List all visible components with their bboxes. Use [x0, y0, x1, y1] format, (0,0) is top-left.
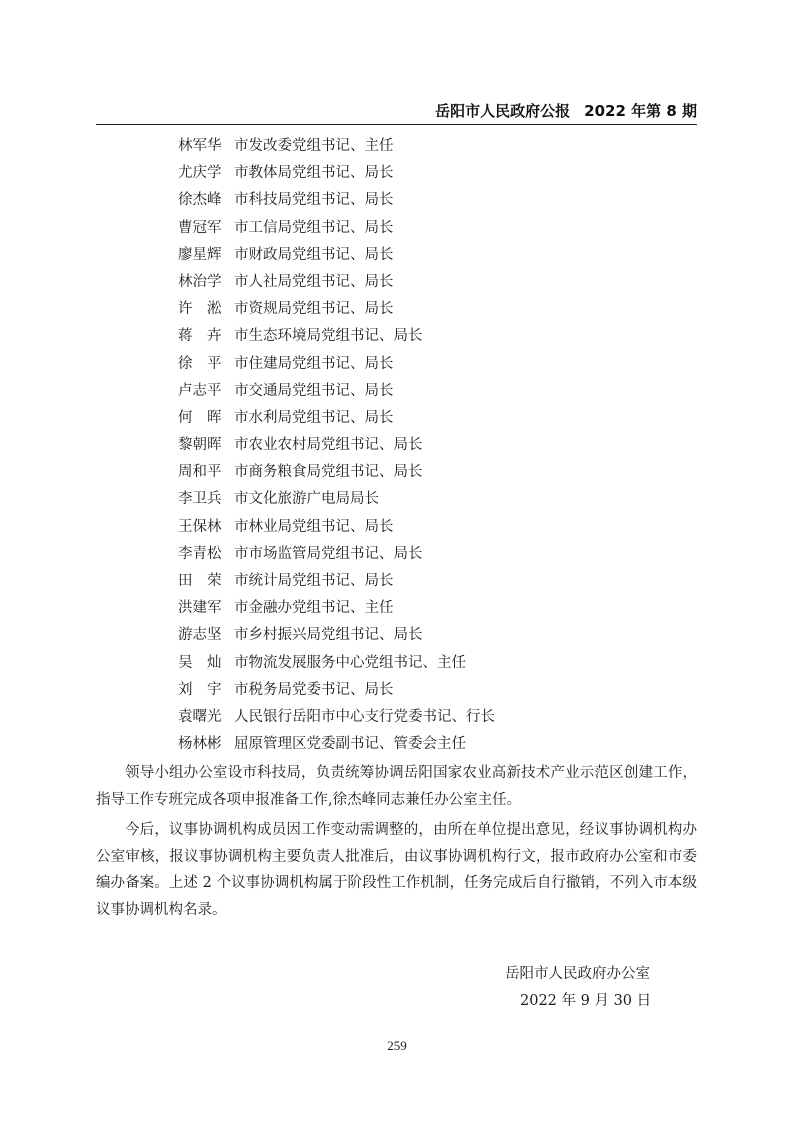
header-divider	[96, 124, 697, 125]
member-row	[178, 595, 698, 622]
member-role: 市科技局党组书记、局长	[234, 192, 394, 209]
member-name: 徐 平	[178, 355, 222, 372]
member-name: 林军华	[178, 138, 222, 154]
member-row	[178, 323, 698, 350]
member-name: 许 淞	[178, 301, 222, 318]
member-row	[178, 187, 698, 214]
member-role: 市住建局党组书记、局长	[234, 355, 394, 372]
member-name: 林治学	[178, 273, 222, 290]
member-row	[178, 378, 698, 405]
member-row	[178, 541, 698, 568]
member-name: 王保林	[178, 518, 222, 535]
member-role: 市文化旅游广电局局长	[234, 491, 379, 508]
member-name: 吴 灿	[178, 654, 222, 671]
member-name: 杨林彬	[178, 736, 222, 753]
member-role: 市金融办党组书记、主任	[234, 600, 394, 617]
member-name: 何 晖	[178, 409, 222, 426]
member-role: 市乡村振兴局党组书记、局长	[234, 627, 423, 644]
issue-number: 2022 年第 8 期	[584, 102, 697, 120]
member-row	[178, 568, 698, 595]
member-role: 人民银行岳阳市中心支行党委书记、行长	[234, 708, 495, 725]
member-row	[178, 731, 698, 758]
member-row	[178, 351, 698, 378]
member-name: 周和平	[178, 464, 222, 481]
member-name: 洪建军	[178, 600, 222, 617]
adjustment-paragraph: 今后，议事协调机构成员因工作变动需调整的，由所在单位提出意见，经议事协调机构办公室审核，报议事协调机构主要负责人批准后，由议事协调机构行文，报市政府办公室和市委编办备案。上述 2 个议事协调机构属于阶段性工作机制，任务完成后自行撤销，不列入市本级议事协调机构名录。	[96, 822, 697, 918]
member-role: 市发改委党组书记、主任	[234, 138, 394, 154]
page-header	[96, 100, 697, 122]
member-name: 廖星辉	[178, 246, 222, 263]
member-role: 市林业局党组书记、局长	[234, 518, 394, 535]
member-role: 市物流发展服务中心党组书记、主任	[234, 654, 466, 671]
member-row	[178, 514, 698, 541]
member-role: 市税务局党委书记、局长	[234, 681, 394, 698]
member-role: 市水利局党组书记、局长	[234, 409, 394, 426]
member-role: 市人社局党组书记、局长	[234, 273, 394, 290]
member-row	[178, 242, 698, 269]
member-row	[178, 459, 698, 486]
signing-organization: 岳阳市人民政府办公室	[505, 966, 650, 982]
member-name: 李青松	[178, 545, 222, 562]
member-role: 市教体局党组书记、局长	[234, 165, 394, 182]
member-name: 刘 宇	[178, 681, 222, 698]
member-row	[178, 405, 698, 432]
member-name: 卢志平	[178, 382, 222, 399]
member-row	[178, 296, 698, 323]
member-row	[178, 432, 698, 459]
member-name: 徐杰峰	[178, 192, 222, 209]
member-row	[178, 650, 698, 677]
member-role: 屈原管理区党委副书记、管委会主任	[234, 736, 466, 753]
member-row	[178, 486, 698, 513]
member-role: 市市场监管局党组书记、局长	[234, 545, 423, 562]
member-row	[178, 160, 698, 187]
member-row	[178, 677, 698, 704]
member-list	[178, 133, 698, 758]
member-role: 市交通局党组书记、局长	[234, 382, 394, 399]
member-name: 田 荣	[178, 573, 222, 589]
member-row	[178, 622, 698, 649]
member-role: 市农业农村局党组书记、局长	[234, 437, 423, 454]
page-number: 259	[387, 1038, 407, 1053]
member-row	[178, 215, 698, 242]
member-row	[178, 704, 698, 731]
member-name: 曹冠军	[178, 219, 222, 236]
member-name: 游志坚	[178, 627, 222, 644]
member-role: 市工信局党组书记、局长	[234, 219, 394, 236]
member-name: 尤庆学	[178, 165, 222, 182]
office-paragraph: 领导小组办公室设市科技局，负责统筹协调岳阳国家农业高新技术产业示范区创建工作，指导工作专班完成各项申报准备工作,徐杰峰同志兼任办公室主任。	[96, 765, 697, 808]
member-name: 袁曙光	[178, 708, 222, 725]
member-name: 黎朝晖	[178, 437, 222, 454]
member-role: 市统计局党组书记、局长	[234, 573, 394, 589]
member-row	[178, 269, 698, 296]
member-role: 市生态环境局党组书记、局长	[234, 328, 423, 345]
member-name: 蒋 卉	[178, 328, 222, 345]
signing-date: 2022 年 9 月 30 日	[520, 993, 652, 1009]
publication-title: 岳阳市人民政府公报	[435, 102, 571, 120]
member-name: 李卫兵	[178, 491, 222, 508]
member-role: 市财政局党组书记、局长	[234, 246, 394, 263]
member-row	[178, 133, 698, 160]
member-role: 市商务粮食局党组书记、局长	[234, 464, 423, 481]
member-role: 市资规局党组书记、局长	[234, 301, 394, 318]
